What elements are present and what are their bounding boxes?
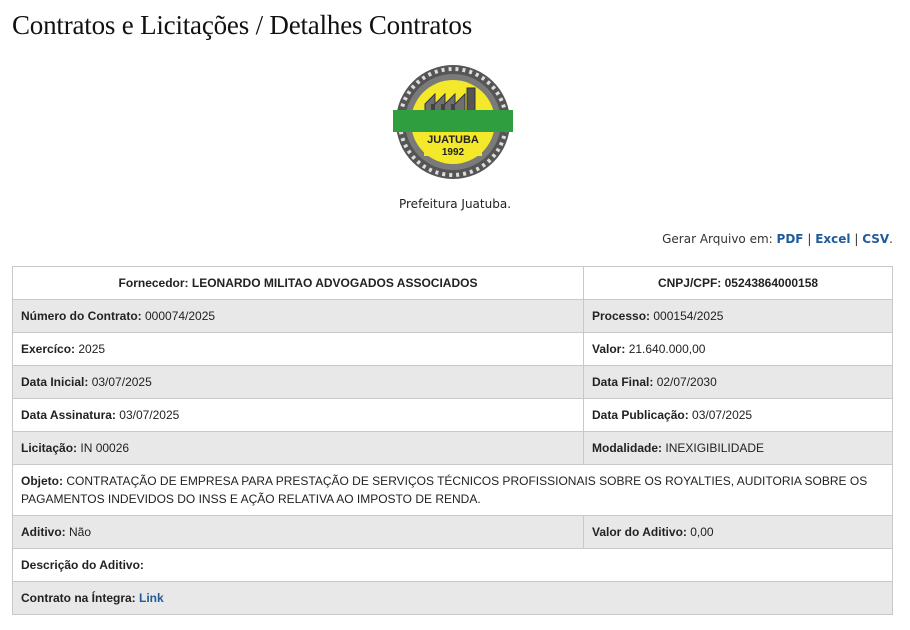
logo-name: JUATUBA — [427, 134, 479, 146]
data-assinatura-label: Data Assinatura: — [21, 408, 116, 422]
integra-label: Contrato na Íntegra: — [21, 591, 136, 605]
export-end: . — [889, 232, 893, 246]
valor-aditivo-label: Valor do Aditivo: — [592, 525, 687, 539]
data-publicacao-label: Data Publicação: — [592, 408, 689, 422]
processo-value: 000154/2025 — [653, 309, 724, 323]
data-final-cell — [584, 366, 893, 399]
table-row — [13, 333, 893, 366]
aditivo-cell — [13, 516, 584, 549]
table-row — [13, 582, 893, 615]
table-row — [13, 399, 893, 432]
valor-aditivo-cell — [584, 516, 893, 549]
exercicio-cell — [13, 333, 584, 366]
data-inicial-cell — [13, 366, 584, 399]
page-title: Contratos e Licitações / Detalhes Contratos — [12, 10, 473, 40]
table-row — [13, 267, 893, 300]
numero-label: Número do Contrato: — [21, 309, 142, 323]
table-row — [13, 516, 893, 549]
cnpj-cell — [584, 267, 893, 300]
processo-label: Processo: — [592, 309, 651, 323]
data-final-value: 02/07/2030 — [656, 375, 717, 389]
exercicio-label: Exercíco: — [21, 342, 76, 356]
cnpj-label: CNPJ/CPF: — [657, 276, 722, 290]
data-assinatura-cell — [13, 399, 584, 432]
export-separator: | — [854, 232, 859, 246]
objeto-cell — [13, 465, 893, 516]
table-row — [13, 465, 893, 516]
valor-label: Valor: — [592, 342, 626, 356]
valor-aditivo-value: 0,00 — [690, 525, 714, 539]
objeto-label: Objeto: — [21, 474, 63, 488]
fornecedor-value: LEONARDO MILITAO ADVOGADOS ASSOCIADOS — [191, 276, 478, 290]
numero-value: 000074/2025 — [145, 309, 216, 323]
data-inicial-value: 03/07/2025 — [91, 375, 152, 389]
aditivo-value: Não — [69, 525, 92, 539]
export-pdf-link[interactable]: PDF — [776, 232, 804, 246]
data-publicacao-value: 03/07/2025 — [692, 408, 753, 422]
modalidade-label: Modalidade: — [592, 441, 663, 455]
modalidade-value: INEXIGIBILIDADE — [665, 441, 765, 455]
table-row — [13, 549, 893, 582]
data-final-label: Data Final: — [592, 375, 654, 389]
descricao-aditivo-label: Descrição do Aditivo: — [21, 558, 144, 572]
data-publicacao-cell — [584, 399, 893, 432]
table-row — [13, 300, 893, 333]
valor-cell — [584, 333, 893, 366]
numero-cell — [13, 300, 584, 333]
fornecedor-label: Fornecedor: — [118, 276, 189, 290]
fornecedor-cell — [13, 267, 584, 300]
logo-year: 1992 — [441, 147, 465, 158]
export-separator: | — [807, 232, 812, 246]
descricao-aditivo-cell — [13, 549, 893, 582]
export-csv-link[interactable]: CSV — [862, 232, 890, 246]
juatuba-emblem-icon — [391, 60, 515, 184]
table-row — [13, 432, 893, 465]
export-excel-link[interactable]: Excel — [815, 232, 851, 246]
integra-cell — [13, 582, 893, 615]
logo-caption: Prefeitura Juatuba. — [398, 197, 512, 211]
export-bar — [662, 232, 893, 246]
data-inicial-label: Data Inicial: — [21, 375, 89, 389]
cnpj-value: 05243864000158 — [724, 276, 819, 290]
integra-link[interactable]: Link — [139, 591, 164, 605]
export-prefix: Gerar Arquivo em: — [662, 232, 773, 246]
modalidade-cell — [584, 432, 893, 465]
table-row — [13, 366, 893, 399]
licitacao-label: Licitação: — [21, 441, 78, 455]
objeto-value: CONTRATAÇÃO DE EMPRESA PARA PRESTAÇÃO DE SERVIÇOS TÉCNICOS PROFISSIONAIS SOBRE OS ROYALTIES, AUDITORIA SOBRE OS PAGAMENTOS INDEVIDOS DO INSS E AÇÃO RELATIVA AO IMPOSTO DE RENDA. — [21, 474, 868, 506]
aditivo-label: Aditivo: — [21, 525, 66, 539]
licitacao-value: IN 00026 — [80, 441, 130, 455]
juatuba-logo — [391, 60, 515, 184]
valor-value: 21.640.000,00 — [628, 342, 706, 356]
licitacao-cell — [13, 432, 584, 465]
data-assinatura-value: 03/07/2025 — [119, 408, 180, 422]
exercicio-value: 2025 — [78, 342, 106, 356]
contract-details-table — [12, 266, 893, 615]
processo-cell — [584, 300, 893, 333]
